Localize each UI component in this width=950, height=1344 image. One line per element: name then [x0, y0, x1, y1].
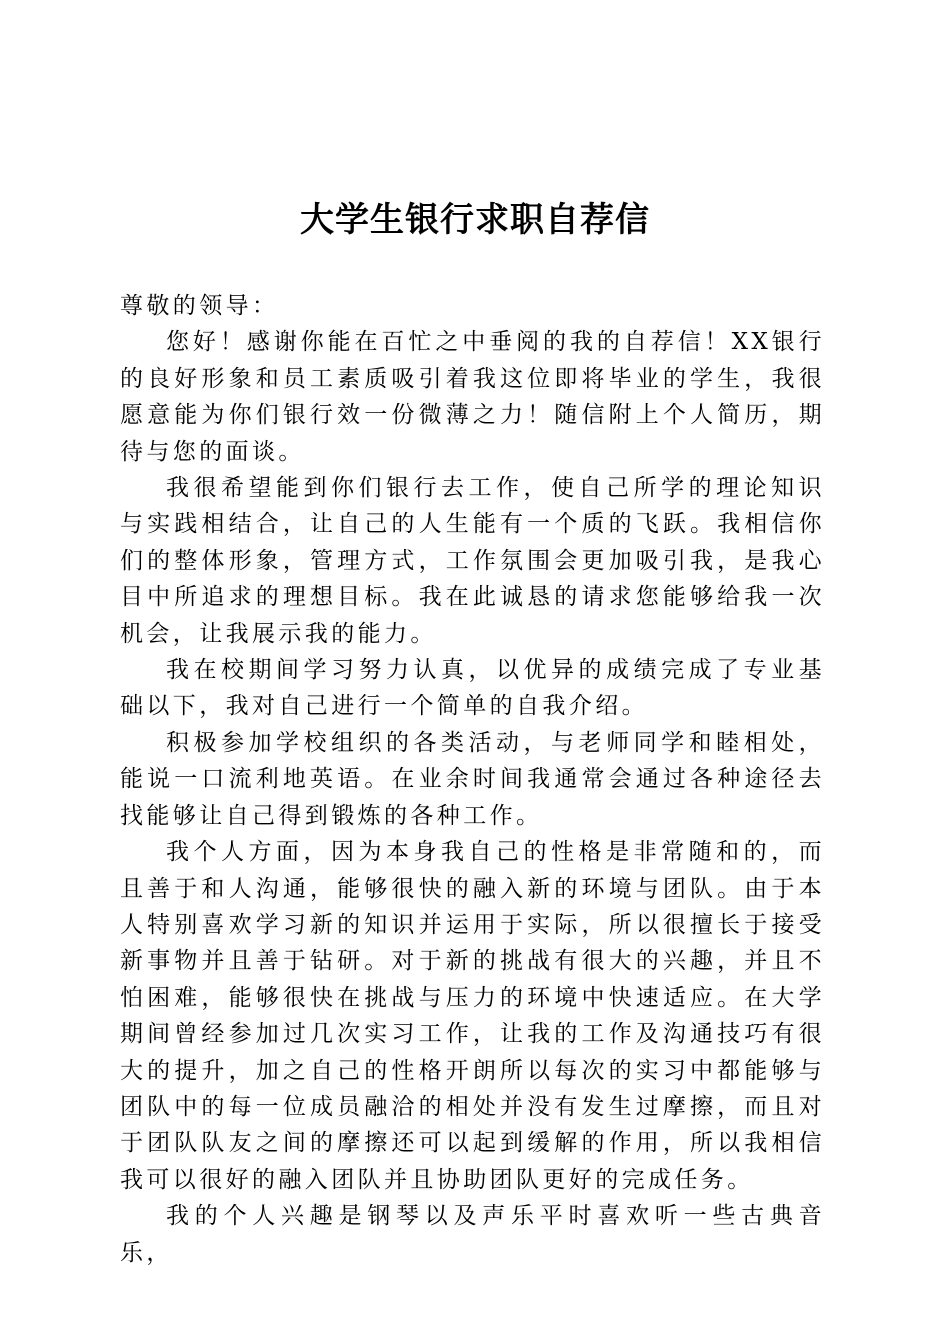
letter-greeting: 尊敬的领导： — [120, 293, 279, 319]
letter-body — [120, 288, 825, 1271]
document-title: 大学生银行求职自荐信 — [300, 200, 650, 240]
paragraph-personality: 我个人方面，因为本身我自己的性格是非常随和的，而且善于和人沟通，能够很快的融入新的环境与团队。由于本人特别喜欢学习新的知识并运用于实际，所以很擅长于接受新事物并且善于钻研。对于新的挑战有很大的兴趣，并且不怕困难，能够很快在挑战与压力的环境中快速适应。在大学期间曾经参加过几次实习工作，让我的工作及沟通技巧有很大的提升，加之自己的性格开朗所以每次的实习中都能够与团队中的每一位成员融洽的相处并没有发生过摩擦，而且对于团队队友之间的摩擦还可以起到缓解的作用，所以我相信我可以很好的融入团队并且协助团队更好的完成任务。 — [120, 839, 825, 1193]
paragraph-interests: 我的个人兴趣是钢琴以及声乐平时喜欢听一些古典音乐， — [120, 1203, 825, 1266]
paragraph-study: 我在校期间学习努力认真，以优异的成绩完成了专业基础以下，我对自己进行一个简单的自我介绍。 — [120, 657, 825, 720]
paragraph-activities: 积极参加学校组织的各类活动，与老师同学和睦相处，能说一口流利地英语。在业余时间我通常会通过各种途径去找能够让自己得到锻炼的各种工作。 — [120, 729, 825, 829]
paragraph-intro: 您好！感谢你能在百忙之中垂阅的我的自荐信！XX银行的良好形象和员工素质吸引着我这位即将毕业的学生，我很愿意能为你们银行效一份微薄之力！随信附上个人简历，期待与您的面谈。 — [120, 329, 825, 465]
paragraph-aspiration: 我很希望能到你们银行去工作，使自己所学的理论知识与实践相结合，让自己的人生能有一个质的飞跃。我相信你们的整体形象，管理方式，工作氛围会更加吸引我，是我心目中所追求的理想目标。我在此诚恳的请求您能够给我一次机会，让我展示我的能力。 — [120, 475, 825, 647]
